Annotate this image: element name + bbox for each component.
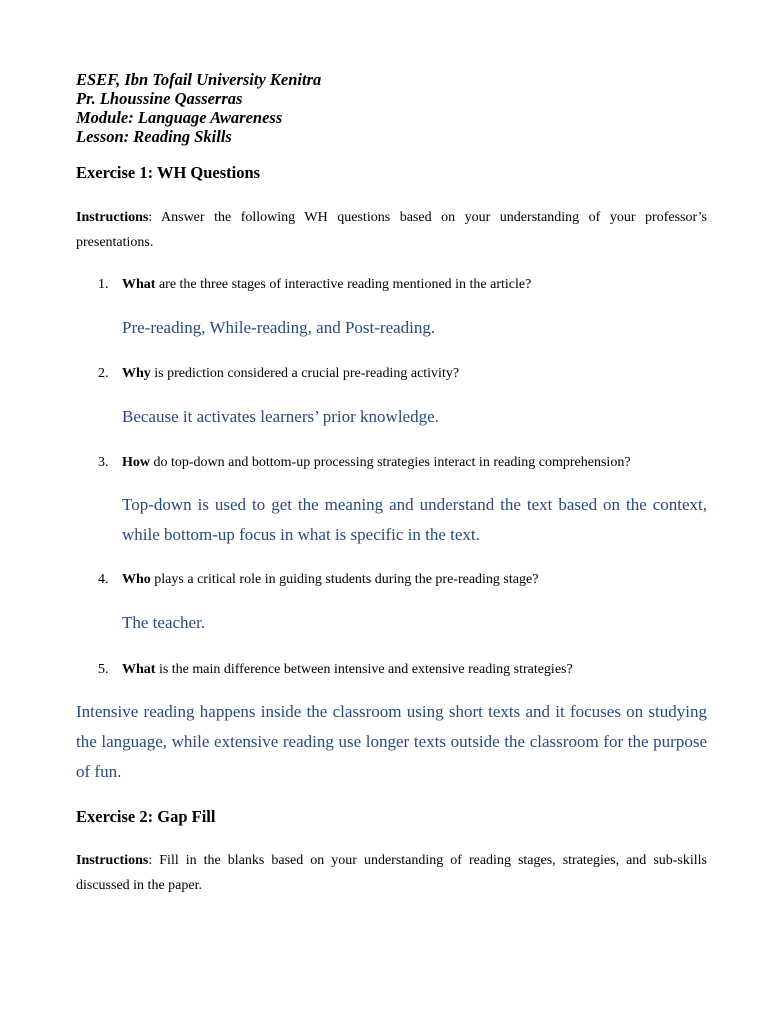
instructions-text: : Fill in the blanks based on your understanding of reading stages, strategies, and sub-skills discussed in the paper. [76, 853, 707, 893]
question-keyword: What [122, 662, 156, 677]
header-lesson: Lesson: Reading Skills [76, 127, 232, 146]
exercise-1-title: Exercise 1: WH Questions [76, 163, 261, 182]
question-text: is the main difference between intensive and extensive reading strategies? [155, 662, 573, 677]
question-text: are the three stages of interactive reading mentioned in the article? [155, 277, 532, 292]
header-university: ESEF, Ibn Tofail University Kenitra [76, 70, 322, 89]
question-keyword: Why [122, 366, 151, 381]
question-text: plays a critical role in guiding students during the pre-reading stage? [150, 572, 539, 587]
instructions-label: Instructions [76, 853, 149, 868]
document-header [76, 70, 321, 146]
answer-3: Top-down is used to get the meaning and understand the text based on the context, while bottom-up focus in what is specific in the text. [122, 495, 707, 544]
question-keyword: What [122, 277, 156, 292]
question-number: 3. [98, 455, 109, 470]
question-number: 2. [98, 366, 109, 381]
question-number: 4. [98, 572, 109, 587]
question-text: is prediction considered a crucial pre-reading activity? [150, 366, 460, 381]
question-number: 5. [98, 662, 109, 677]
question-number: 1. [98, 277, 109, 292]
answer-2: Because it activates learners’ prior knowledge. [122, 407, 439, 426]
exercise-2-instructions [76, 848, 707, 898]
answer-1: Pre-reading, While-reading, and Post-reading. [122, 318, 436, 337]
exercise-1-instructions [76, 205, 707, 255]
answer-5: Intensive reading happens inside the classroom using short texts and it focuses on studying the language, while extensive reading use longer texts outside the classroom for the purpose of fun. [76, 702, 707, 781]
exercise-2-title: Exercise 2: Gap Fill [76, 807, 216, 826]
question-keyword: How [122, 455, 150, 470]
instructions-text: : Answer the following WH questions based on your understanding of your professor’s presentations. [76, 210, 707, 250]
header-module: Module: Language Awareness [76, 108, 283, 127]
question-keyword: Who [122, 572, 151, 587]
answer-4: The teacher. [122, 613, 206, 632]
question-text: do top-down and bottom-up processing strategies interact in reading comprehension? [150, 455, 631, 470]
header-professor: Pr. Lhoussine Qasserras [76, 89, 243, 108]
instructions-label: Instructions [76, 210, 149, 225]
